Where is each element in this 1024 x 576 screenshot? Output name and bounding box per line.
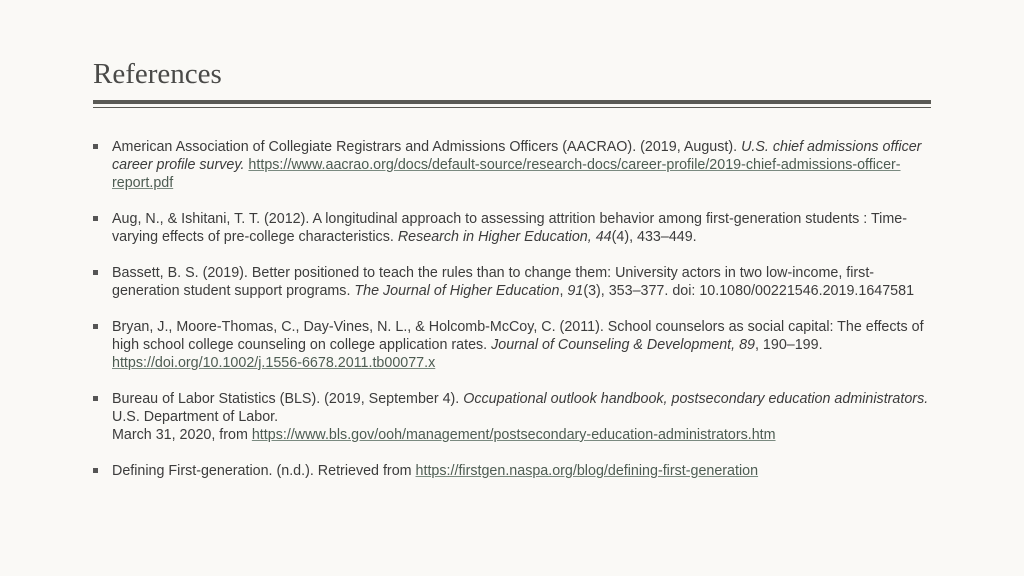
reference-text: Bryan, J., Moore-Thomas, C., Day-Vines, N. L., & Holcomb-McCoy, C. (2011). School counselors as social capital: The effects of high school college counseling on college application rates. [112,319,924,353]
reference-item [93,138,933,192]
reference-source-title: U.S. chief admissions officer career profile survey. [112,139,922,173]
reference-item [93,390,933,444]
reference-item [93,462,933,480]
reference-source-title: 91 [567,283,584,299]
reference-text: , [559,283,568,299]
title-divider-thick [93,100,931,104]
reference-text: March 31, 2020, from [112,427,252,443]
bullet-icon [93,216,98,221]
reference-source-title: Journal of Counseling & Development, 89 [491,337,755,353]
reference-text: Bassett, B. S. (2019). Better positioned to teach the rules than to change them: University actors in two low-income, first-generation student support programs. [112,265,875,299]
reference-text: Aug, N., & Ishitani, T. T. (2012). A longitudinal approach to assessing attrition behavior among first-generation students : Time-varying effects of pre-college characteristics. [112,211,907,245]
bullet-icon [93,324,98,329]
reference-item [93,210,933,246]
reference-source-title: Occupational outlook handbook, postsecondary education administrators. [463,391,929,407]
reference-text: (3), 353–377. doi: 10.1080/00221546.2019.1647581 [583,283,915,299]
page-title: References [93,58,222,90]
reference-source-title: Research in Higher Education, 44 [397,229,612,245]
reference-text: U.S. Department of Labor. [112,409,279,425]
title-divider-thin [93,107,931,108]
reference-item [93,318,933,372]
reference-text: (4), 433–449. [611,229,697,245]
reference-link[interactable]: https://www.bls.gov/ooh/management/postsecondary-education-administrators.htm [251,427,776,443]
bullet-icon [93,468,98,473]
reference-text: Bureau of Labor Statistics (BLS). (2019, September 4). [112,391,464,407]
reference-text: Defining First-generation. (n.d.). Retrieved from [112,463,416,479]
reference-link[interactable]: https://www.aacrao.org/docs/default-source/research-docs/career-profile/2019-chief-admissions-officer-report.pdf [112,157,901,191]
reference-source-title: The Journal of Higher Education [354,283,560,299]
bullet-icon [93,144,98,149]
reference-link[interactable]: https://firstgen.naspa.org/blog/defining-first-generation [415,463,759,479]
reference-text: , 190–199. [754,337,823,353]
reference-list [93,138,933,498]
reference-link[interactable]: https://doi.org/10.1002/j.1556-6678.2011.tb00077.x [112,355,436,371]
bullet-icon [93,396,98,401]
reference-item [93,264,933,300]
reference-text: American Association of Collegiate Registrars and Admissions Officers (AACRAO). (2019, August). [112,139,742,155]
bullet-icon [93,270,98,275]
